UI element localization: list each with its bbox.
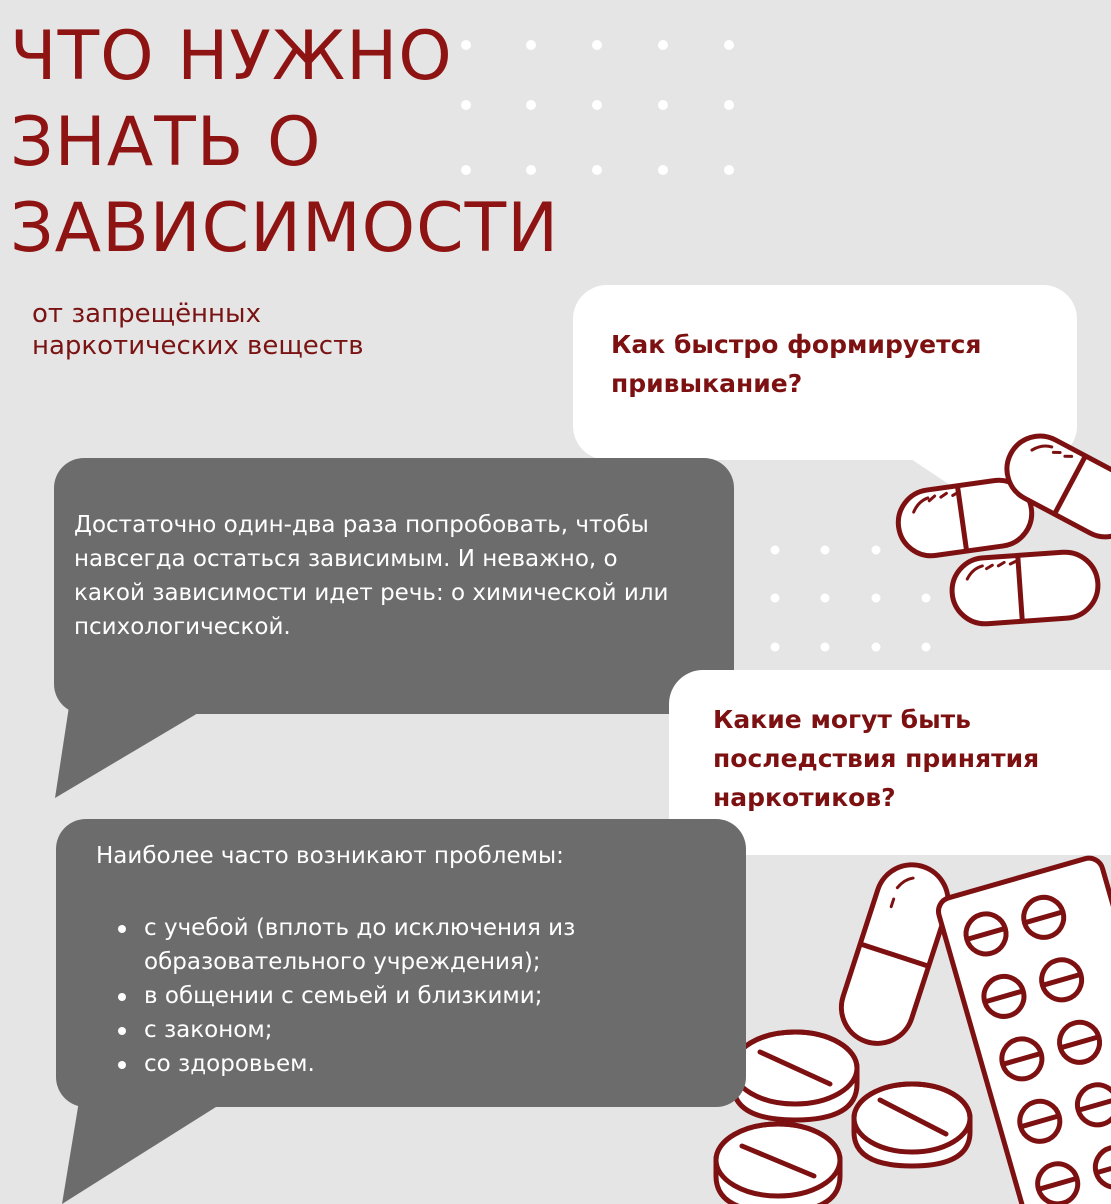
question-1-line: привыкание? <box>611 369 803 398</box>
subtitle-line-2: наркотических веществ <box>32 331 364 361</box>
answer-2-intro: Наиболее часто возникают проблемы: <box>96 843 564 869</box>
bubble-tail-a1 <box>55 700 220 798</box>
question-bubble-1 <box>573 285 1077 460</box>
list-item <box>144 911 726 979</box>
subtitle-line-1: от запрещённых <box>32 299 261 329</box>
dot-grid-top <box>461 40 734 175</box>
question-1-text <box>611 325 981 403</box>
answer-bubble-2 <box>56 819 746 1107</box>
question-2-text <box>713 700 1039 817</box>
list-item <box>144 979 726 1013</box>
answer-1-line: какой зависимости идет речь: о химической или <box>74 580 669 606</box>
answer-bubble-1 <box>54 458 734 714</box>
list-item-line: образовательного учреждения); <box>144 949 541 975</box>
list-item-line: с учебой (вплоть до исключения из <box>144 915 576 941</box>
question-2-line: последствия принятия <box>713 744 1040 773</box>
list-item-line: в общении с семьей и близкими; <box>144 983 543 1009</box>
dot-grid-middle <box>771 546 931 652</box>
list-item-line: с законом; <box>144 1017 273 1043</box>
question-1-line: Как быстро формируется <box>611 330 982 359</box>
answer-1-line: навсегда остаться зависимым. И неважно, о <box>74 546 618 572</box>
answer-2-text <box>96 839 726 1081</box>
consequences-list <box>96 911 726 1081</box>
title-line-1: ЧТО НУЖНО <box>10 17 453 96</box>
question-2-line: Какие могут быть <box>713 705 971 734</box>
title-line-2: ЗНАТЬ О <box>10 103 322 182</box>
answer-1-text <box>74 508 724 644</box>
title-line-3: ЗАВИСИМОСТИ <box>10 189 560 268</box>
answer-1-line: Достаточно один-два раза попробовать, чтобы <box>74 512 649 538</box>
bubble-tail-q1 <box>905 455 1030 535</box>
list-item <box>144 1047 726 1081</box>
question-2-line: наркотиков? <box>713 783 896 812</box>
answer-1-line: психологической. <box>74 614 291 640</box>
bubble-tail-a2 <box>62 1095 235 1204</box>
list-item-line: со здоровьем. <box>144 1051 315 1077</box>
list-item <box>144 1013 726 1047</box>
